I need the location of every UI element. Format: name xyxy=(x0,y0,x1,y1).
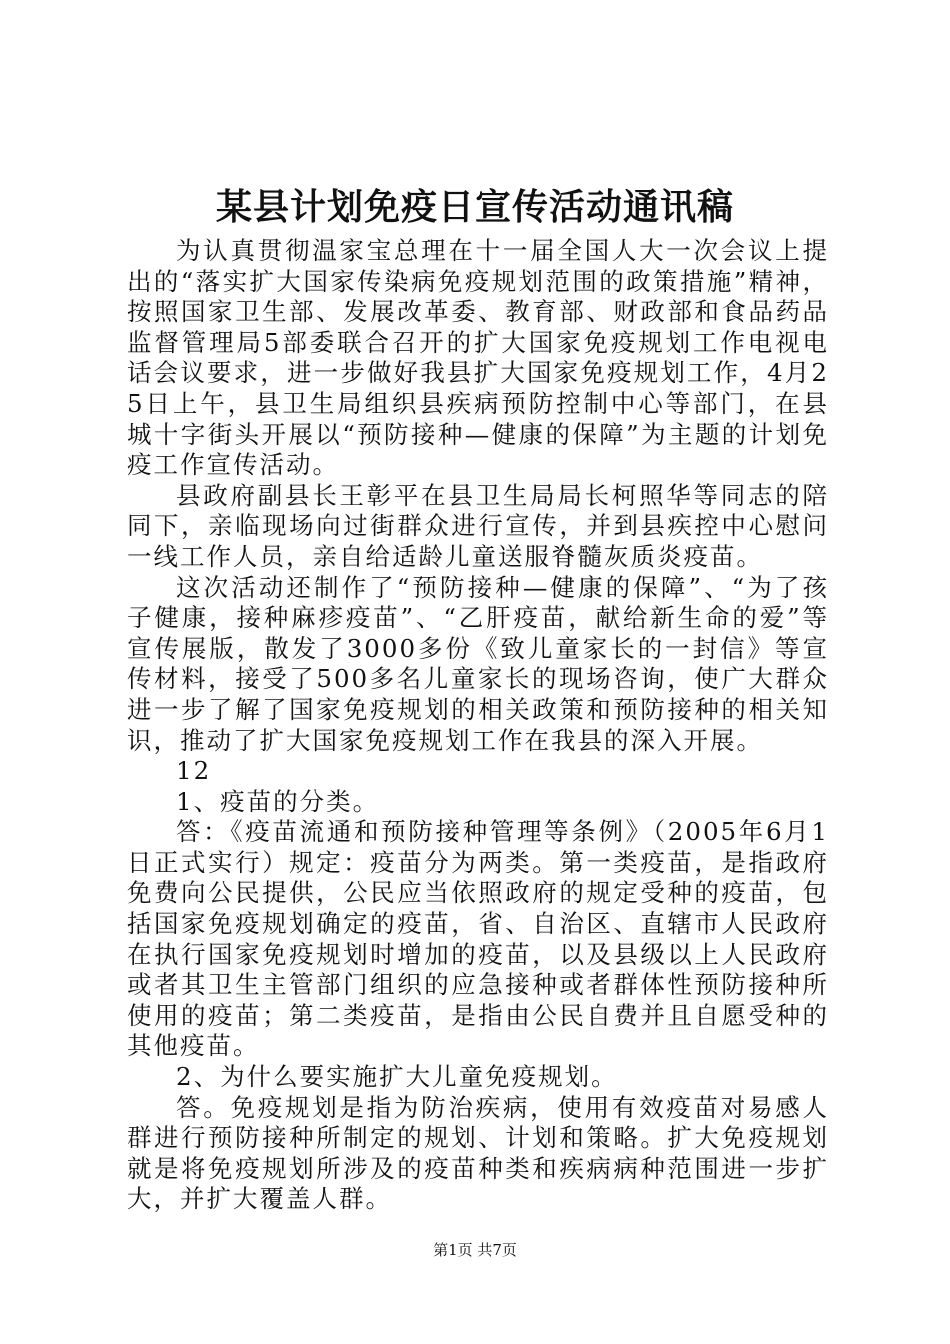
paragraph-deputy-county-head: 县政府副县长王彰平在县卫生局局长柯照华等同志的陪同下，亲临现场向过街群众进行宣传，并到县疾控中心慰问一线工作人员，亲自给适龄儿童送服脊髓灰质炎疫苗。 xyxy=(127,480,829,571)
paragraph-activity-summary: 这次活动还制作了“预防接种—健康的保障”、“为了孩子健康，接种麻疹疫苗”、“乙肝疫苗，献给新生命的爱”等宣传展版，散发了3000多份《致儿童家长的一封信》等宣传材料，接受了500多名儿童家长的现场咨询，使广大群众进一步了解了国家免疫规划的相关政策和预防接种的相关知识，推动了扩大国家免疫规划工作在我县的深入开展。 xyxy=(127,572,829,755)
paragraph-number: 12 xyxy=(176,756,212,786)
page-number-footer: 第1页 共7页 xyxy=(433,1241,517,1259)
question-vaccine-classification: 1、疫苗的分类。 xyxy=(176,786,380,816)
document-body xyxy=(127,236,829,1215)
document-title: 某县计划免疫日宣传活动通讯稿 xyxy=(215,186,734,228)
answer-expanded-immunization: 答。免疫规划是指为防治疾病，使用有效疫苗对易感人群进行预防接种所制定的规划、计划和策略。扩大免疫规划就是将免疫规划所涉及的疫苗种类和疾病病种范围进一步扩大，并扩大覆盖人群。 xyxy=(127,1092,829,1214)
question-expanded-immunization: 2、为什么要实施扩大儿童免疫规划。 xyxy=(176,1062,618,1092)
paragraph-intro: 为认真贯彻温家宝总理在十一届全国人大一次会议上提出的“落实扩大国家传染病免疫规划范围的政策措施”精神，按照国家卫生部、发展改革委、教育部、财政部和食品药品监督管理局5部委联合召开的扩大国家免疫规划工作电视电话会议要求，进一步做好我县扩大国家免疫规划工作，4月25日上午，县卫生局组织县疾病预防控制中心等部门，在县城十字街头开展以“预防接种—健康的保障”为主题的计划免疫工作宣传活动。 xyxy=(127,236,829,480)
answer-vaccine-classification: 答：《疫苗流通和预防接种管理等条例》（2005年6月1日正式实行）规定：疫苗分为两类。第一类疫苗，是指政府免费向公民提供，公民应当依照政府的规定受种的疫苗，包括国家免疫规划确定的疫苗，省、自治区、直辖市人民政府在执行国家免疫规划时增加的疫苗，以及县级以上人民政府或者其卫生主管部门组织的应急接种或者群体性预防接种所使用的疫苗；第二类疫苗，是指由公民自费并且自愿受种的其他疫苗。 xyxy=(127,817,829,1061)
